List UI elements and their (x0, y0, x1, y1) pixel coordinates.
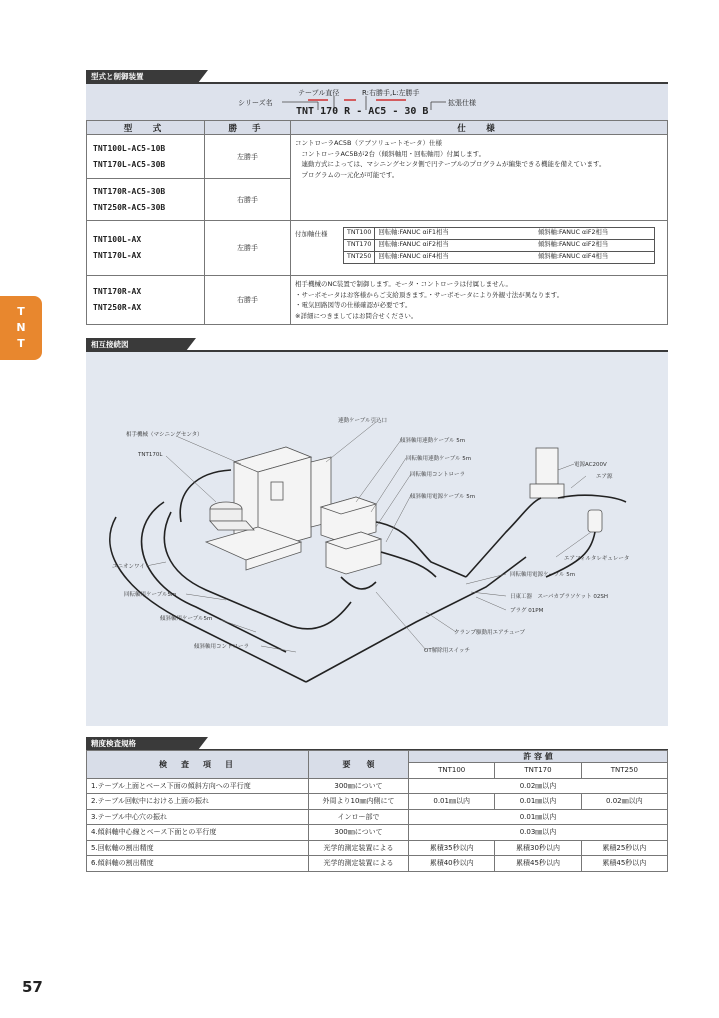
air-regulator (588, 510, 602, 532)
label-tilt-link: 傾斜軸用連動ケーブル 5m (400, 438, 466, 444)
label-tnt170l: TNT170L (138, 452, 163, 458)
tolerance-cell: 累積45秒以内 (581, 856, 667, 872)
label-clamp-tube: クランプ駆動用エアチューブ (454, 630, 526, 636)
spec-header-row (87, 121, 668, 135)
table-row (87, 221, 668, 276)
section-header-accuracy (86, 737, 668, 750)
tolerance-cell: 0.02㎜以内 (581, 794, 667, 810)
method-cell: 外周より10㎜内側にて (309, 794, 409, 810)
tolerance-cell: 累積35秒以内 (409, 840, 495, 856)
hand-cell: 左勝手 (205, 221, 291, 276)
side-tab-tnt: T N T (0, 296, 42, 360)
label-coupler: 日東工器 スーパカプラソケット 02SH (510, 594, 608, 600)
method-cell: インロー部で (309, 809, 409, 825)
model-cell: TNT170R-AC5-30B TNT250R-AC5-30B (87, 179, 205, 221)
table-row (87, 856, 668, 872)
ext-label: 拡張仕様 (448, 99, 476, 107)
item-cell: 1.テーブル上面とベース下面の傾斜方向への平行度 (87, 778, 309, 794)
model-cell: TNT100L-AC5-10B TNT170L-AC5-30B (87, 135, 205, 179)
header-hand: 勝 手 (205, 121, 291, 135)
hand-cell: 左勝手 (205, 135, 291, 179)
tolerance-cell: 0.03㎜以内 (409, 825, 668, 841)
model-code-band (86, 84, 668, 120)
header-model: 型 式 (87, 121, 205, 135)
item-cell: 5.回転軸の割出精度 (87, 840, 309, 856)
label-rot-power: 回転軸用電源ケーブル 5m (510, 572, 576, 578)
hand-cell: 右勝手 (205, 179, 291, 221)
header-model: TNT250 (581, 763, 667, 779)
section-title: 相互接続図 (86, 338, 186, 351)
section-header-diagram (86, 338, 668, 351)
tolerance-cell: 0.01㎜以内 (495, 794, 581, 810)
label-mc: 相手機械（マシニングセンタ） (126, 432, 203, 438)
table-row (87, 135, 668, 179)
label-plug: プラグ 01PM (510, 608, 544, 614)
series-label: シリーズ名 (238, 99, 273, 107)
hand-label: R:右勝手,L:左勝手 (362, 89, 420, 97)
label-power: 電源AC200V (574, 462, 607, 468)
tolerance-cell: 累積25秒以内 (581, 840, 667, 856)
tolerance-cell: 0.01㎜以内 (409, 809, 668, 825)
diagram-drawing (86, 352, 668, 726)
option-cell (291, 221, 668, 276)
tolerance-cell: 0.01㎜以内 (409, 794, 495, 810)
label-union: ユニオンワイ (112, 564, 145, 570)
header-model: TNT100 (409, 763, 495, 779)
tolerance-cell: 累積45秒以内 (495, 856, 581, 872)
item-cell: 4.傾斜軸中心線とベース下面との平行度 (87, 825, 309, 841)
method-cell: 光学的測定装置による (309, 856, 409, 872)
table-row: TNT250 回転軸:FANUC αiF4相当 傾斜軸:FANUC αiF4相当 (344, 252, 655, 264)
item-cell: 6.傾斜軸の割出精度 (87, 856, 309, 872)
label-tilt-cable: 傾斜軸用ケーブル5m (160, 616, 213, 622)
option-table (343, 227, 655, 264)
accuracy-header-row (87, 751, 668, 763)
controllers (321, 497, 381, 574)
model-cell: TNT170R-AX TNT250R-AX (87, 276, 205, 325)
table-row (87, 825, 668, 841)
label-rot-link: 回転軸用連動ケーブル 5m (406, 456, 472, 462)
spec-ac5-cell: コントローラAC5B（アブソリュートモータ）仕様 コントローラAC5Bが2台（傾斜軸用・回転軸用）付属します。 連動方式によっては、マシニングセンタ側で円テーブルのプログラムが編集できる機能を備えています。 プログラムの一元化が可能です。 (291, 135, 668, 221)
header-method: 要 領 (309, 751, 409, 779)
label-air: エア源 (596, 474, 613, 480)
table-row: TNT170 回転軸:FANUC αiF2相当 傾斜軸:FANUC αiF2相当 (344, 240, 655, 252)
tolerance-cell: 0.02㎜以内 (409, 778, 668, 794)
table-row (87, 809, 668, 825)
label-air-reg: エアフィルタレギュレータ (564, 556, 630, 562)
table-row (87, 840, 668, 856)
label-rot-cable: 回転軸用ケーブル5m (124, 592, 177, 598)
label-cable-inlet: 連動ケーブル引込口 (338, 418, 388, 424)
page-number: 57 (22, 978, 43, 996)
table-dia-label: テーブル直径 (298, 89, 340, 97)
method-cell: 300㎜について (309, 778, 409, 794)
section-title: 型式と制御装置 (86, 70, 198, 83)
item-cell: 2.テーブル回転中における上面の振れ (87, 794, 309, 810)
method-cell: 300㎜について (309, 825, 409, 841)
tolerance-cell: 累積40秒以内 (409, 856, 495, 872)
table-row (87, 276, 668, 325)
label-tilt-power: 傾斜軸用電源ケーブル 5m (410, 494, 476, 500)
table-row (87, 778, 668, 794)
spec-ax-cell: 相手機械のNC装置で制御します。モータ・コントローラは付属しません。 ・サーボモータはお客様からご支給頂きます。・サーボモータにより外観寸法が異なります。 ・電気回路図等の仕様確認が必要です。 ※詳細につきましてはお問合せください。 (291, 276, 668, 325)
method-cell: 光学的測定装置による (309, 840, 409, 856)
section-title: 精度検査規格 (86, 737, 198, 750)
label-ot-switch: OT解除用スイッチ (424, 648, 470, 654)
power-panel (530, 448, 564, 498)
section-header-model (86, 70, 668, 83)
table-row (87, 794, 668, 810)
header-tolerance: 許 容 値 (409, 751, 668, 763)
option-label: 付加軸仕様 (295, 230, 328, 238)
connection-diagram (86, 352, 668, 726)
label-rot-ctrl: 回転軸用コントローラ (410, 472, 466, 478)
item-cell: 3.テーブル中心穴の振れ (87, 809, 309, 825)
table-row: TNT100 回転軸:FANUC αiF1相当 傾斜軸:FANUC αiF2相当 (344, 228, 655, 240)
label-tilt-ctrl: 傾斜軸用コントローラ (194, 644, 250, 650)
tolerance-cell: 累積30秒以内 (495, 840, 581, 856)
accuracy-table (86, 750, 668, 872)
model-code: TNT 170 R - AC5 - 30 B (296, 106, 429, 117)
header-spec: 仕 様 (291, 121, 668, 135)
hand-cell: 右勝手 (205, 276, 291, 325)
model-cell: TNT100L-AX TNT170L-AX (87, 221, 205, 276)
header-model: TNT170 (495, 763, 581, 779)
model-spec-table (86, 120, 668, 325)
header-item: 検 査 項 目 (87, 751, 309, 779)
